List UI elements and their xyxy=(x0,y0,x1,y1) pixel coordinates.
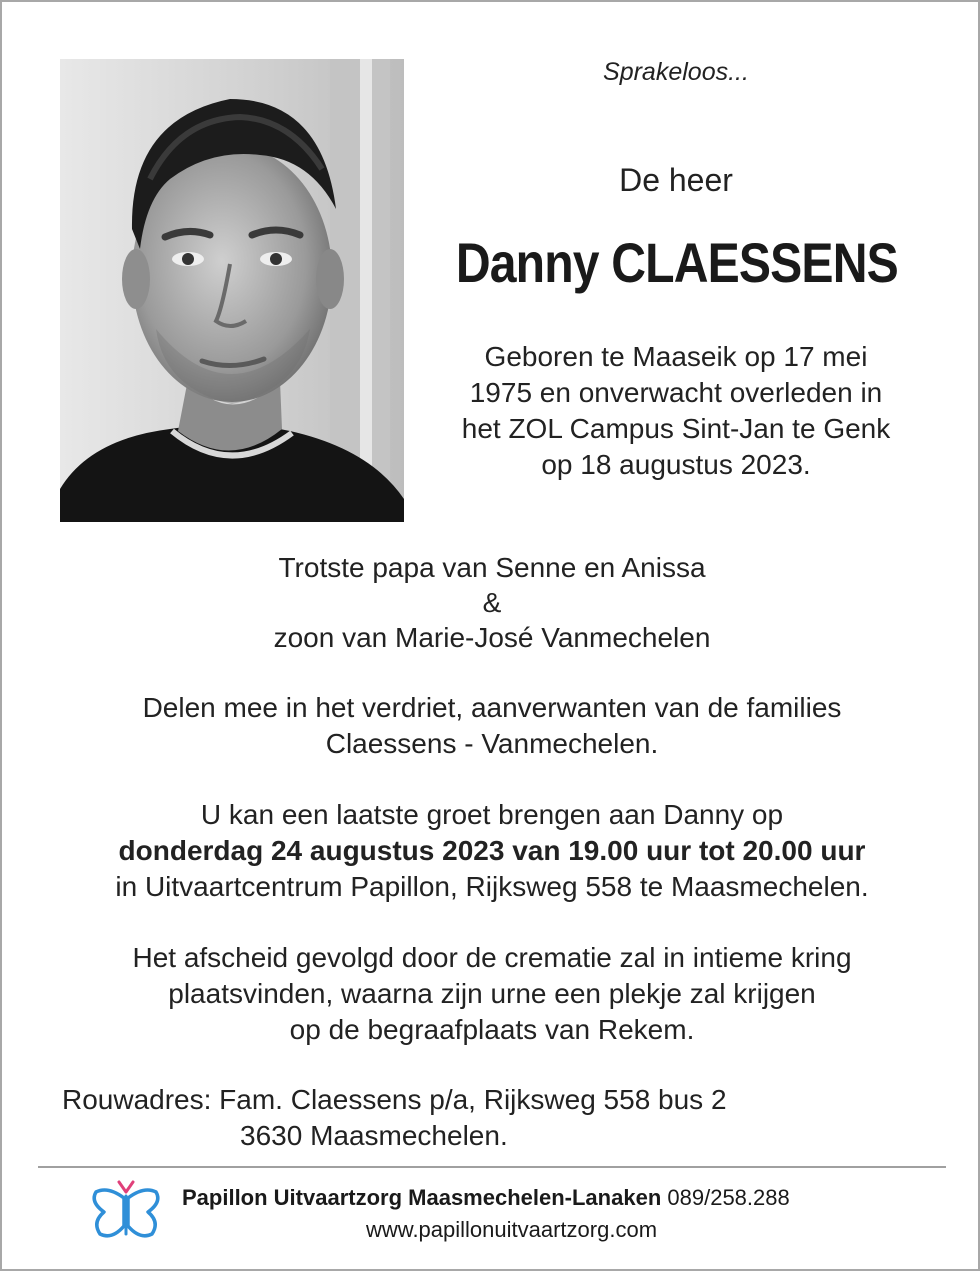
motto: Sprakeloos... xyxy=(603,58,749,86)
butterfly-logo-icon xyxy=(88,1178,164,1244)
visit-location: in Uitvaartcentrum Papillon, Rijksweg 558 te Maasmechelen. xyxy=(115,871,869,902)
visit-intro: U kan een laatste groet brengen aan Danny op xyxy=(200,799,784,830)
farewell-line: op de begraafplaats van Rekem. xyxy=(289,1014,695,1045)
farewell-line: plaatsvinden, waarna zijn urne een plekje zal krijgen xyxy=(168,978,816,1009)
deceased-name: Danny CLAESSENS xyxy=(455,231,898,294)
dates-line: Geboren te Maaseik op 17 mei xyxy=(484,341,868,372)
family-line: zoon van Marie-José Vanmechelen xyxy=(273,622,711,653)
birth-death-dates xyxy=(420,339,932,483)
mourning-address xyxy=(62,1082,822,1154)
funeral-home-website-link[interactable]: www.papillonuitvaartzorg.com xyxy=(366,1217,658,1242)
farewell-block xyxy=(2,940,980,1048)
address-line-2: 3630 Maasmechelen. xyxy=(240,1120,508,1151)
portrait-photo xyxy=(60,59,404,522)
sharing-block xyxy=(2,690,980,762)
dates-line: 1975 en onverwacht overleden in xyxy=(469,377,883,408)
family-line: & xyxy=(482,587,502,618)
honorific: De heer xyxy=(619,162,733,198)
visit-date-time: donderdag 24 augustus 2023 van 19.00 uur tot 20.00 uur xyxy=(118,835,866,866)
family-line: Trotste papa van Senne en Anissa xyxy=(278,552,706,583)
funeral-home-name: Papillon Uitvaartzorg Maasmechelen-Lanaken xyxy=(182,1185,662,1210)
dates-line: het ZOL Campus Sint-Jan te Genk xyxy=(461,413,891,444)
farewell-line: Het afscheid gevolgd door de crematie zal in intieme kring xyxy=(132,942,852,973)
portrait-icon xyxy=(60,59,404,522)
footer-divider xyxy=(38,1166,946,1168)
sharing-line: Delen mee in het verdriet, aanverwanten van de families xyxy=(142,692,842,723)
visitation-block xyxy=(2,797,980,905)
sharing-line: Claessens - Vanmechelen. xyxy=(325,728,659,759)
dates-line: op 18 augustus 2023. xyxy=(541,449,811,480)
funeral-home-phone[interactable]: 089/258.288 xyxy=(667,1185,790,1210)
family-block xyxy=(2,550,980,655)
funeral-home-info xyxy=(182,1182,902,1246)
address-line-1: Rouwadres: Fam. Claessens p/a, Rijksweg 558 bus 2 xyxy=(62,1084,727,1115)
